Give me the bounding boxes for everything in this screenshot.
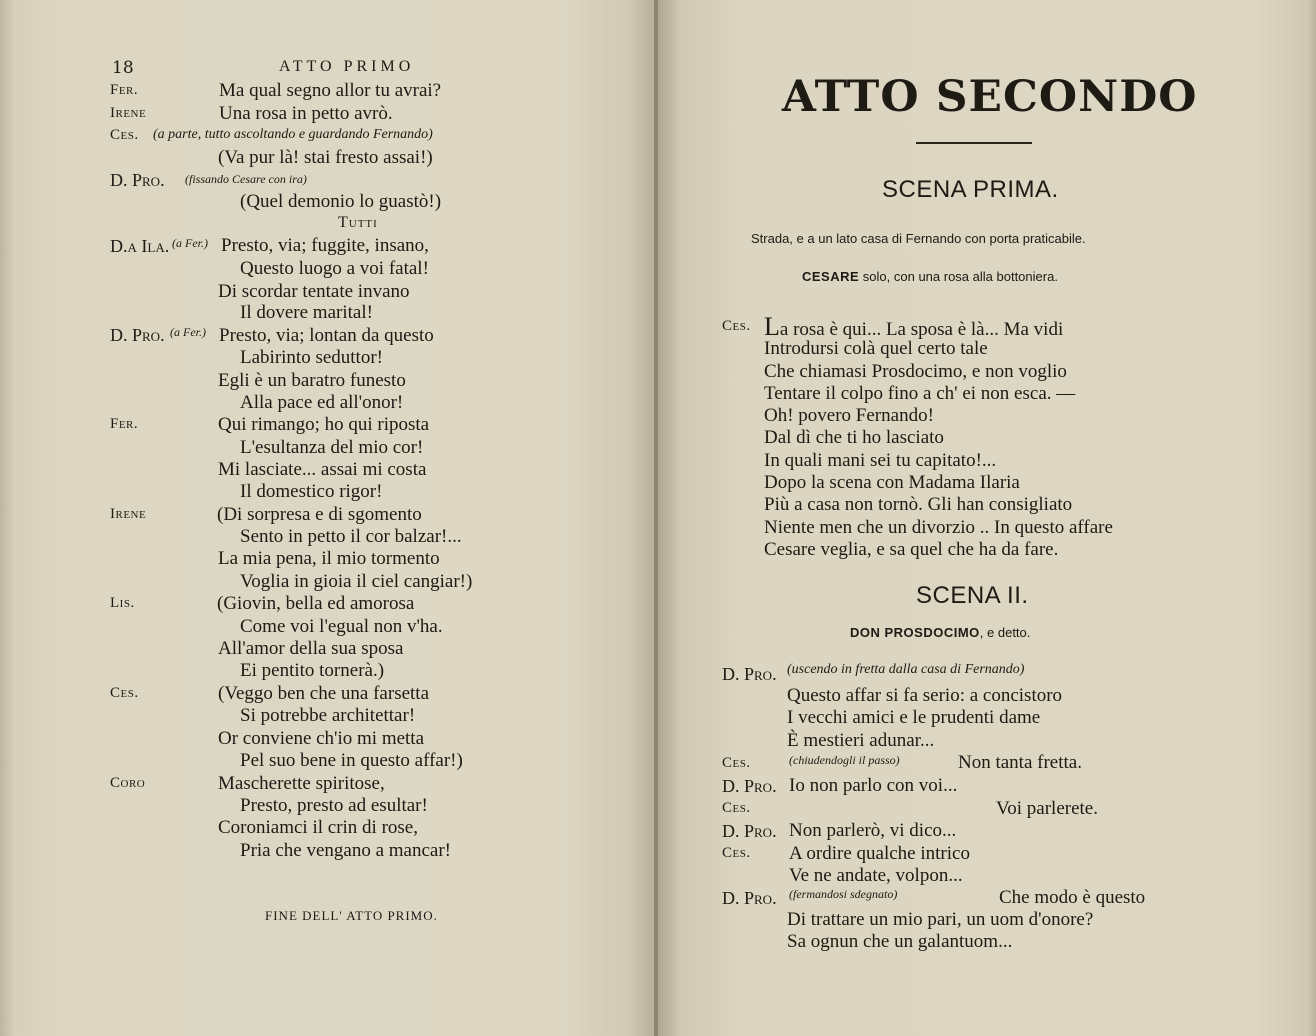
verse-line: Mascherette spiritose,	[218, 773, 385, 794]
speaker-label: Fer.	[110, 416, 139, 432]
speaker-label: D. Pro.	[110, 170, 165, 190]
verse-line: Qui rimango; ho qui riposta	[218, 414, 430, 435]
verse-line: Di scordar tentate invano	[218, 281, 410, 302]
speaker-label: Irene	[110, 506, 147, 522]
verse-line: Più a casa non tornò. Gli han consigliato	[764, 494, 1073, 515]
scene-cast	[802, 269, 1058, 284]
stage-direction: (fermandosi sdegnato)	[789, 887, 898, 901]
verse-line: Presto, via; lontan da questo	[219, 325, 434, 346]
verse-line: Ve ne andate, volpon...	[789, 865, 963, 886]
speaker-label: Ces.	[722, 755, 751, 771]
title-rule	[916, 142, 1032, 144]
speaker-label: Ces.	[110, 127, 139, 143]
verse-line: Tentare il colpo fino a ch' ei non esca. —	[764, 383, 1076, 404]
cast-name: DON PROSDOCIMO	[850, 625, 980, 640]
verse-line: A ordire qualche intrico	[789, 843, 970, 864]
speaker-label: D. Pro.	[722, 664, 777, 684]
verse-line: Sa ognun che un galantuom...	[787, 931, 1013, 952]
scene-setting: Strada, e a un lato casa di Fernando con porta praticabile.	[751, 231, 1086, 246]
act-title: ATTO SECONDO	[781, 72, 1198, 122]
speaker-label: Lis.	[110, 595, 135, 611]
verse-line: I vecchi amici e le prudenti dame	[787, 707, 1041, 728]
verse-line: (Va pur là! stai fresto assai!)	[218, 147, 433, 168]
stage-direction: (a Fer.)	[172, 236, 208, 250]
verse-line: Il domestico rigor!	[240, 481, 383, 502]
verse-line: Coroniamci il crin di rose,	[218, 817, 418, 838]
scene-title: SCENA PRIMA.	[882, 176, 1059, 203]
verse-line: (Veggo ben che una farsetta	[218, 683, 430, 704]
speaker-label: Coro	[110, 775, 146, 791]
speaker-label: D.a Ila.	[110, 236, 170, 256]
verse-line: All'amor della sua sposa	[218, 638, 404, 659]
verse-line: Ei pentito tornerà.)	[240, 660, 385, 681]
scene-cast	[850, 625, 1030, 640]
verse-line: Di trattare un mio pari, un uom d'onore?	[787, 909, 1094, 930]
speaker-label: D. Pro.	[722, 776, 777, 796]
stage-direction: (chiudendogli il passo)	[789, 753, 900, 767]
left-page	[0, 0, 656, 1036]
verse-text: a rosa è qui... La sposa è là... Ma vidi	[779, 319, 1064, 340]
verse-line: È mestieri adunar...	[787, 730, 935, 751]
verse-line: Il dovere marital!	[240, 302, 373, 323]
verse-line: Dopo la scena con Madama Ilaria	[764, 472, 1020, 493]
verse-line: Egli è un baratro funesto	[218, 370, 406, 391]
speaker-label: Ces.	[110, 685, 139, 701]
verse-line: Pria che vengano a mancar!	[240, 840, 452, 861]
speaker-label: Ces.	[722, 318, 751, 334]
verse-line: In quali mani sei tu capitato!...	[764, 450, 997, 471]
verse-line: Pel suo bene in questo affar!)	[240, 750, 463, 771]
verse-line: Labirinto seduttor!	[240, 347, 383, 368]
right-page	[658, 0, 1316, 1036]
verse-line: Che modo è questo	[999, 887, 1146, 908]
verse-line: Ma qual segno allor tu avrai?	[219, 80, 442, 101]
verse-line: Voglia in gioia il ciel cangiar!)	[240, 571, 473, 592]
verse-line: Cesare veglia, e sa quel che ha da fare.	[764, 539, 1059, 560]
verse-line: Una rosa in petto avrò.	[219, 103, 393, 124]
verse-line: Introdursi colà quel certo tale	[764, 338, 988, 359]
cast-name: CESARE	[802, 269, 860, 284]
speaker-label: Ces.	[722, 800, 751, 816]
verse-line: (Di sorpresa e di sgomento	[217, 504, 422, 525]
speaker-label: D. Pro.	[110, 325, 165, 345]
verse-line: Oh! povero Fernando!	[764, 405, 934, 426]
verse-line: Sento in petto il cor balzar!...	[240, 526, 462, 547]
verse-line: Niente men che un divorzio .. In questo affare	[764, 517, 1113, 538]
verse-line: Non parlerò, vi dico...	[789, 820, 957, 841]
act-end-note: FINE DELL' ATTO PRIMO.	[265, 908, 438, 923]
verse-line: Si potrebbe architettar!	[240, 705, 416, 726]
verse-line: Dal dì che ti ho lasciato	[764, 427, 944, 448]
stage-direction: (a parte, tutto ascoltando e guardando Fernando)	[153, 127, 433, 142]
speaker-label: D. Pro.	[722, 888, 777, 908]
cast-note: solo, con una rosa alla bottoniera.	[859, 269, 1058, 284]
verse-line: Presto, via; fuggite, insano,	[221, 235, 429, 256]
running-head: ATTO PRIMO	[279, 58, 415, 75]
verse-line: La mia pena, il mio tormento	[218, 548, 440, 569]
stage-direction: (a Fer.)	[170, 325, 206, 339]
verse-line: Questo affar si fa serio: a concistoro	[787, 685, 1063, 706]
verse-line: Io non parlo con voi...	[789, 775, 958, 796]
verse-line: Alla pace ed all'onor!	[240, 392, 404, 413]
speaker-label: Irene	[110, 105, 147, 121]
verse-line: Come voi l'egual non v'ha.	[240, 616, 443, 637]
verse-line: Che chiamasi Prosdocimo, e non voglio	[764, 361, 1067, 382]
stage-direction: (uscendo in fretta dalla casa di Fernando)	[787, 662, 1025, 677]
verse-line: Mi lasciate... assai mi costa	[218, 459, 427, 480]
verse-line: L'esultanza del mio cor!	[240, 437, 424, 458]
speaker-label: Ces.	[722, 845, 751, 861]
speaker-label: D. Pro.	[722, 821, 777, 841]
verse-line: Voi parlerete.	[996, 798, 1098, 819]
ensemble-heading: Tutti	[338, 214, 378, 231]
verse-line: Non tanta fretta.	[958, 752, 1082, 773]
cast-note: , e detto.	[979, 625, 1031, 640]
scene-title: SCENA II.	[916, 582, 1029, 609]
initial-letter: L	[764, 312, 780, 341]
page-number: 18	[112, 58, 134, 78]
verse-line: (Quel demonio lo guastò!)	[240, 191, 442, 212]
verse-line: Questo luogo a voi fatal!	[240, 258, 429, 279]
speaker-label: Fer.	[110, 82, 139, 98]
verse-line: Or conviene ch'io mi metta	[218, 728, 425, 749]
stage-direction: (fissando Cesare con ira)	[185, 172, 307, 186]
verse-line: (Giovin, bella ed amorosa	[217, 593, 415, 614]
verse-line: Presto, presto ad esultar!	[240, 795, 428, 816]
